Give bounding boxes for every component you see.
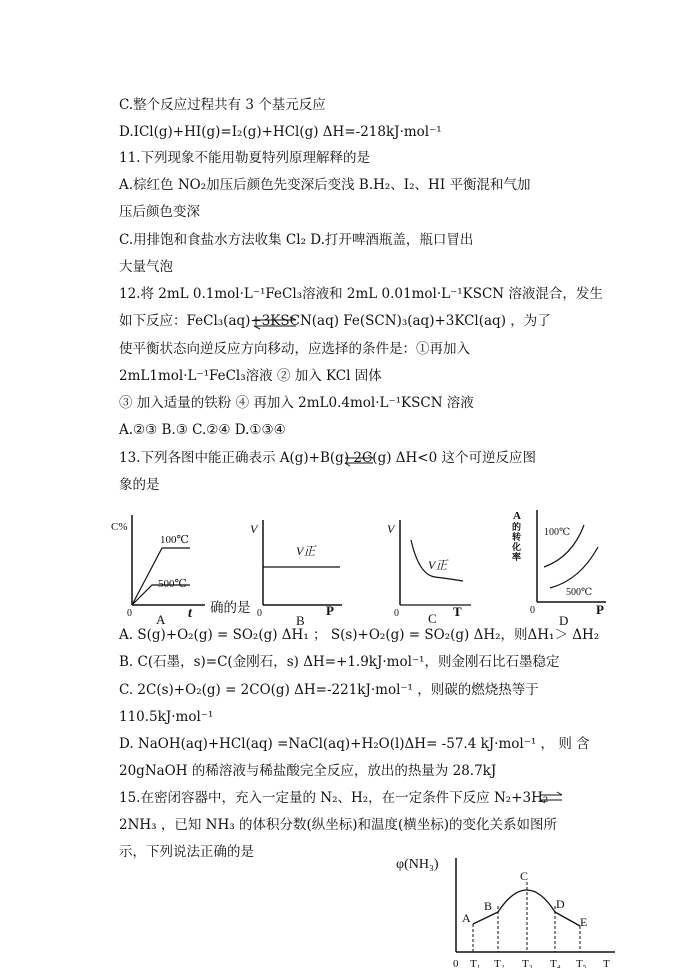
question-15: 15.在密闭容器中，充入一定量的 N₂、H₂，在一定条件下反应 N₂+3H₂: [119, 790, 549, 806]
point-b-label: B: [484, 899, 493, 913]
origin-label: 0: [394, 608, 399, 619]
question-11: 11.下列现象不能用勒夏特列原理解释的是: [119, 150, 370, 166]
x-label: T: [453, 604, 462, 619]
y-label: V: [250, 522, 258, 536]
label-100c: 100℃: [160, 534, 189, 546]
text-line-2: D.ICl(g)+HI(g)=I₂(g)+HCl(g) ΔH=-218kJ·mol⁻¹: [119, 124, 442, 140]
graph-a: [110, 505, 214, 625]
graph-letter: D: [559, 613, 569, 627]
y-label-2: 的: [512, 522, 522, 532]
option-14b: B. C(石墨，s)=C(金刚石，s) ΔH=+1.9kJ·mol⁻¹，则金刚石比石墨稳定: [119, 654, 560, 670]
text-line-10: 使平衡状态向逆反应方向移动，应选择的条件是：①再加入: [119, 341, 470, 357]
equilibrium-arrow-icon: [538, 790, 564, 804]
tick-0: 0: [453, 958, 459, 968]
point-e-label: E: [580, 915, 588, 929]
option-14d: D. NaOH(aq)+HCl(aq) =NaCl(aq)+H₂O(l)ΔH= -57.4 kJ·mol⁻¹ ， 则 含: [119, 736, 590, 752]
text-line-24: 示，下列说法正确的是: [119, 844, 254, 860]
tick-t2: T₂: [494, 958, 505, 968]
graph-letter: C: [428, 611, 437, 626]
text-line-9: 如下反应：FeCl₃(aq)+3KSCN(aq) Fe(SCN)₃(aq)+3KCl(aq) ，为了: [119, 313, 551, 329]
tick-t3: T₃: [522, 958, 533, 968]
point-a-label: A: [462, 911, 471, 925]
options-12: A.②③ B.③ C.②④ D.①③④: [119, 422, 286, 438]
label-500c: 500℃: [158, 578, 187, 590]
question-13: 13.下列各图中能正确表示 A(g)+B(g) 2C(g) ΔH<0 这个可逆反应图: [119, 450, 536, 466]
option-14d-cont: 20gNaOH 的稀溶液与稀盐酸完全反应，放出的热量为 28.7kJ: [119, 763, 497, 779]
x-label: P: [596, 602, 604, 617]
text-line-4: A.棕红色 NO₂加压后颜色先变深后变浅 B.H₂、I₂、HI 平衡混和气加: [119, 177, 531, 193]
y-label-3: 转: [512, 532, 522, 542]
text-line-6: C.用排饱和食盐水方法收集 Cl₂ D.打开啤酒瓶盖，瓶口冒出: [119, 232, 474, 248]
tick-t5: T₅: [576, 958, 587, 968]
y-label: V: [387, 522, 395, 536]
curve-rise: [473, 912, 498, 924]
tick-t: T: [603, 958, 610, 968]
origin-label: 0: [530, 605, 535, 616]
origin-label: 0: [257, 608, 262, 619]
text-line-1: C.整个反应过程共有 3 个基元反应: [119, 97, 326, 113]
y-label-5: 率: [512, 552, 522, 562]
graph-b: [244, 515, 354, 630]
y-label-1: A: [513, 510, 521, 522]
equilibrium-arrow-icon: [343, 453, 375, 467]
option-14c: C. 2C(s)+O₂(g) = 2CO(g) ΔH=-221kJ·mol⁻¹ ，则碳的燃烧热等于: [119, 682, 539, 698]
label-500c: 500℃: [566, 587, 593, 598]
curve-label: V正: [428, 558, 448, 572]
y-label: C%: [111, 521, 128, 533]
text-line-5: 压后颜色变深: [119, 204, 200, 220]
tick-t4: T₄: [550, 958, 561, 968]
graph-letter: B: [296, 613, 305, 628]
x-label: P: [326, 603, 334, 618]
text-line-11: 2mL1mol·L⁻¹FeCl₃溶液 ② 加入 KCl 固体: [119, 368, 382, 384]
origin-label: 0: [127, 608, 132, 619]
curve-label: V正: [296, 544, 316, 558]
overlap-text: 确的是: [210, 600, 251, 616]
equilibrium-arrow-icon: [252, 316, 298, 330]
graph-d: [506, 505, 616, 627]
text-line-12: ③ 加入适量的铁粉 ④ 再加入 2mL0.4mol·L⁻¹KSCN 溶液: [119, 395, 474, 411]
question-12: 12.将 2mL 0.1mol·L⁻¹FeCl₃溶液和 2mL 0.01mol·L⁻¹KSCN 溶液混合，发生: [119, 286, 603, 302]
option-14c-cont: 110.5kJ·mol⁻¹: [119, 709, 214, 725]
text-line-7: 大量气泡: [119, 259, 173, 275]
text-line-23: 2NH₃ ，已知 NH₃ 的体积分数(纵坐标)和温度(横坐标)的变化关系如图所: [119, 817, 558, 833]
x-label: t: [188, 606, 192, 621]
graph-letter: A: [156, 612, 166, 625]
point-c-label: C: [520, 869, 529, 883]
point-d-label: D: [556, 897, 565, 911]
graph-15: [390, 848, 620, 968]
curve-500c: [550, 547, 598, 588]
graph-c: [383, 515, 483, 630]
y-label: φ(NH₃): [396, 857, 439, 872]
y-label-4: 化: [512, 542, 522, 552]
option-14a: A. S(g)+O₂(g) = SO₂(g) ΔH₁ ； S(s)+O₂(g) = SO₂(g) ΔH₂，则ΔH₁＞ ΔH₂: [119, 627, 600, 643]
text-line-15: 象的是: [119, 477, 160, 493]
label-100c: 100℃: [544, 527, 571, 538]
curve-fall: [555, 912, 580, 926]
tick-t1: T₁: [470, 958, 481, 968]
